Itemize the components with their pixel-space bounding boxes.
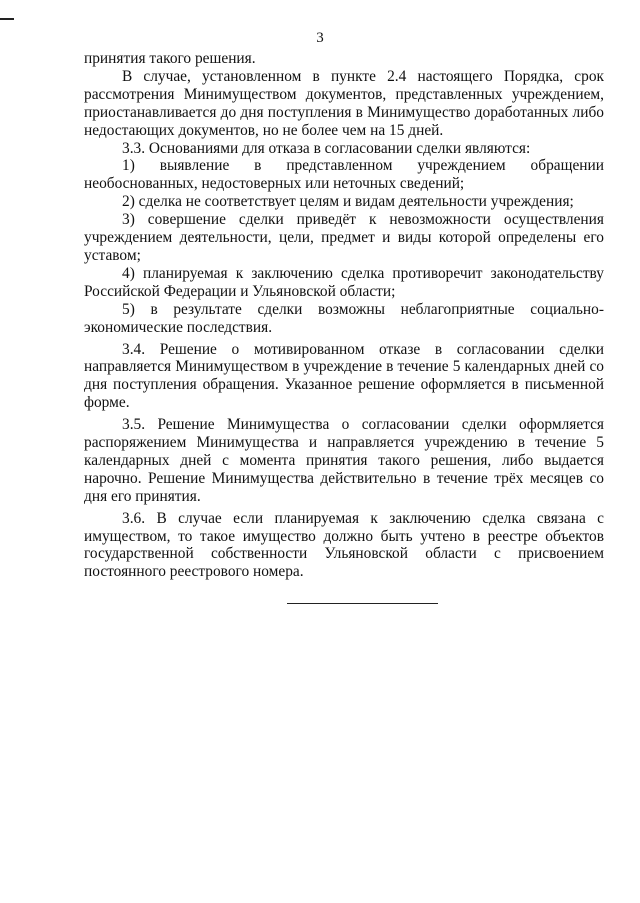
paragraph-3-5: 3.5. Решение Минимущества о согласовании сделки оформляется распоряжением Минимущества и направляется учреждению в течение 5 календарных дней с момента принятия такого решения, либо выдается нарочно. Решение Минимущества действительно в течение трёх месяцев со дня его принятия. — [84, 416, 604, 505]
document-body — [84, 50, 604, 581]
scan-edge-mark — [0, 18, 14, 20]
end-separator-line — [287, 603, 438, 604]
list-item-3: 3) совершение сделки приведёт к невозможности осуществления учреждением деятельности, цели, предмет и виды которой определены его уставом; — [84, 211, 604, 264]
paragraph-continuation: принятия такого решения. — [84, 50, 256, 67]
page-number: 3 — [316, 30, 324, 46]
list-item-2: 2) сделка не соответствует целям и видам деятельности учреждения; — [122, 193, 574, 211]
paragraph-3-4: 3.4. Решение о мотивированном отказе в согласовании сделки направляется Минимуществом в учреждение в течение 5 календарных дней со дня поступления обращения. Указанное решение оформляется в письменной форме. — [84, 340, 604, 412]
paragraph-3-6: 3.6. В случае если планируемая к заключению сделка связана с имуществом, то такое имущество должно быть учтено в реестре объектов государственной собственности Ульяновской области с присвоением постоянного реестрового номера. — [84, 509, 604, 581]
list-item-1: 1) выявление в представленном учреждением обращении необоснованных, недостоверных или неточных сведений; — [84, 157, 604, 193]
list-item-5: 5) в результате сделки возможны неблагоприятные социально-экономические последствия. — [84, 300, 604, 336]
list-item-4: 4) планируемая к заключению сделка противоречит законодательству Российской Федерации и Ульяновской области; — [84, 264, 604, 300]
paragraph-3-3-heading: 3.3. Основаниями для отказа в согласовании сделки являются: — [122, 139, 531, 157]
paragraph-suspension-term: В случае, установленном в пункте 2.4 настоящего Порядка, срок рассмотрения Минимуществом документов, представленных учреждением, приостанавливается до дня поступления в Минимущество доработанных либо недостающих документов, но не более чем на 15 дней. — [84, 67, 604, 139]
